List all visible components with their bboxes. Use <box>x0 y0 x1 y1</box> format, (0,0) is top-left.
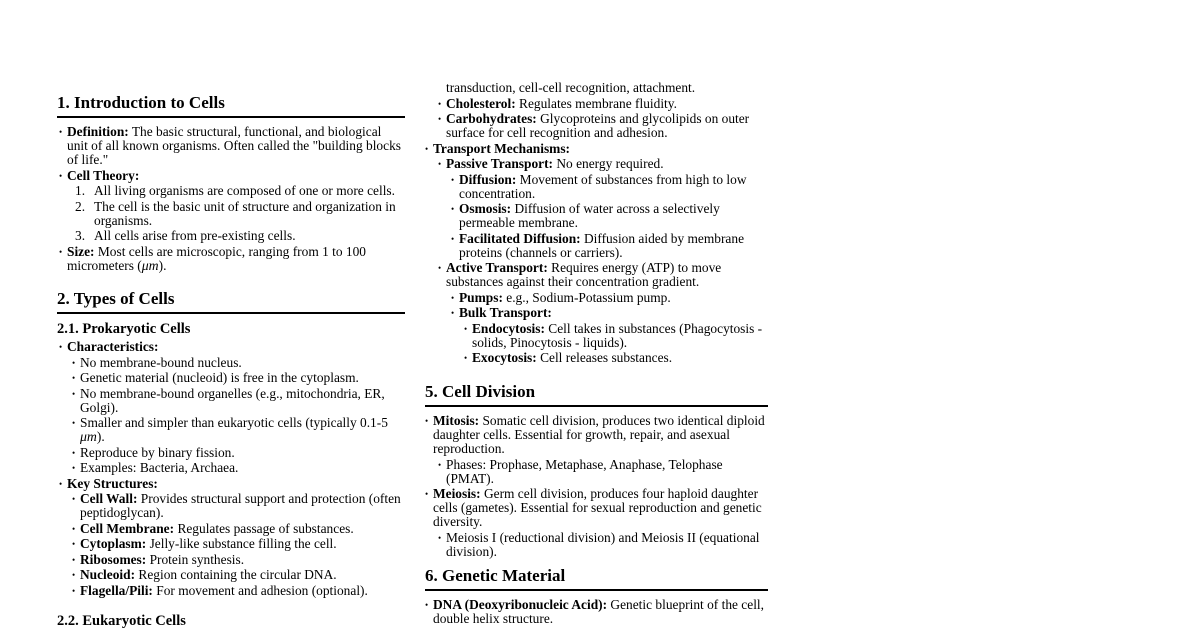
term-label: Exocytosis: <box>472 350 537 365</box>
item-text: Genetic blueprint of the cell, double helix structure. <box>433 597 764 626</box>
term-label: Active Transport: <box>446 260 548 275</box>
item-number: 2. <box>75 198 86 214</box>
bullet-marker: • <box>59 127 63 137</box>
bullet-marker: • <box>72 570 76 580</box>
list-item <box>425 413 768 486</box>
bullet-list <box>425 598 768 626</box>
term-label: Characteristics: <box>67 339 159 354</box>
item-text: ). <box>96 429 105 444</box>
item-text: Meiosis I (reductional division) and Meiosis II (equational division). <box>446 529 760 559</box>
bullet-marker: • <box>425 416 429 426</box>
item-text: Requires energy (ATP) to move substances against their concentration gradient. <box>446 260 722 289</box>
item-text: Diffusion aided by membrane proteins (channels or carriers). <box>459 230 745 260</box>
section-list <box>425 598 768 626</box>
list-item <box>72 460 405 475</box>
list-item <box>59 124 405 167</box>
item-text: No energy required. <box>556 156 664 171</box>
section-heading: 5. Cell Division <box>425 382 768 407</box>
section-types-of-cells <box>57 284 405 599</box>
subsection-heading-prokaryotic: 2.1. Prokaryotic Cells <box>57 321 191 337</box>
list-item <box>75 183 405 198</box>
list-item <box>72 536 405 551</box>
list-item <box>438 156 768 260</box>
list-item <box>425 140 768 366</box>
item-text: Germ cell division, produces four haploid daughter cells (gametes). Essential for sexual reproduction and genetic diversity. <box>433 486 762 529</box>
list-item <box>72 354 405 370</box>
item-number: 1. <box>75 183 86 198</box>
section-list <box>57 125 405 273</box>
item-text: All cells arise from pre-existing cells. <box>94 228 296 243</box>
term-label: Cell Wall: <box>80 491 138 506</box>
list-item <box>464 350 768 365</box>
item-text: Glycoproteins and glycolipids on outer surface for cell recognition and adhesion. <box>446 111 750 140</box>
term-label: Cell Membrane: <box>80 520 175 536</box>
bullet-list <box>446 291 768 366</box>
item-text: Cell takes in substances (Phagocytosis - solids, Pinocytosis - liquids). <box>472 320 763 350</box>
term-label: Cholesterol: <box>446 95 516 111</box>
membrane-components-list <box>438 97 768 141</box>
wrapped-continuation-line: transduction, cell-cell recognition, attachment. <box>446 80 696 95</box>
bullet-marker: • <box>451 292 455 303</box>
bullet-list <box>425 414 768 559</box>
list-item <box>72 370 405 385</box>
bullet-marker: • <box>72 585 76 596</box>
item-text: Phases: Prophase, Metaphase, Anaphase, Telophase (PMAT). <box>446 456 723 486</box>
bullet-marker: • <box>72 373 76 383</box>
bullet-marker: • <box>438 532 442 543</box>
term-label: Size: <box>67 243 95 259</box>
item-text: Genetic material (nucleoid) is free in the cytoplasm. <box>80 370 359 385</box>
list-item <box>75 198 405 228</box>
item-text: Provides structural support and protection (often peptidoglycan). <box>80 491 401 520</box>
bullet-marker: • <box>438 98 442 109</box>
bullet-list <box>67 356 405 476</box>
item-number: 3. <box>75 228 86 243</box>
math-symbol: μm <box>141 257 159 273</box>
item-text: Reproduce by binary fission. <box>80 444 235 460</box>
list-item <box>72 491 405 520</box>
section-list <box>57 340 405 598</box>
list-item <box>59 339 405 475</box>
bullet-list <box>57 340 405 598</box>
bullet-list <box>446 173 768 260</box>
section-heading: 6. Genetic Material <box>425 566 768 591</box>
bullet-marker: • <box>72 539 76 549</box>
bullet-marker: • <box>438 459 442 470</box>
item-text: Somatic cell division, produces two identical diploid daughter cells. Essential for growth, repair, and asexual reproduction. <box>433 413 765 456</box>
transport-mechanisms-list <box>425 142 768 366</box>
bullet-marker: • <box>425 489 429 499</box>
item-text: For movement and adhesion (optional). <box>156 582 368 598</box>
bullet-list <box>425 142 768 366</box>
item-text: Jelly-like substance filling the cell. <box>149 536 337 551</box>
list-item <box>72 415 405 444</box>
term-label: Endocytosis: <box>472 320 545 336</box>
item-text: Movement of substances from high to low concentration. <box>459 171 747 201</box>
list-item <box>451 171 768 201</box>
item-text: Regulates passage of substances. <box>177 520 354 536</box>
bullet-list <box>438 97 768 141</box>
term-label: Cell Theory: <box>67 167 140 183</box>
bullet-list <box>433 458 768 486</box>
ordered-list <box>67 184 405 243</box>
bullet-marker: • <box>425 143 429 154</box>
list-item <box>72 520 405 536</box>
item-text: No membrane-bound nucleus. <box>80 354 242 370</box>
item-text: Smaller and simpler than eukaryotic cells (typically 0.1-5 <box>80 415 388 430</box>
item-text: No membrane-bound organelles (e.g., mitochondria, ER, Golgi). <box>80 385 385 415</box>
list-item <box>72 385 405 415</box>
item-text: The cell is the basic unit of structure and organization in organisms. <box>94 198 396 228</box>
list-item <box>438 95 768 111</box>
bullet-marker: • <box>438 159 442 169</box>
term-label: Pumps: <box>459 289 503 305</box>
item-text: ). <box>158 257 167 273</box>
item-text: Examples: Bacteria, Archaea. <box>80 460 239 475</box>
subsection-heading-eukaryotic: 2.2. Eukaryotic Cells <box>57 613 186 629</box>
list-item <box>75 228 405 243</box>
bullet-list <box>57 125 405 273</box>
list-item <box>72 567 405 582</box>
math-symbol: μm <box>80 429 97 444</box>
list-item <box>438 456 768 486</box>
item-text: The basic structural, functional, and biological unit of all known organisms. Often called the "building blocks of life." <box>67 124 401 167</box>
term-label: Ribosomes: <box>80 551 147 567</box>
section-heading: 1. Introduction to Cells <box>57 93 405 118</box>
bullet-list <box>433 531 768 559</box>
bullet-marker: • <box>72 388 76 399</box>
list-item <box>438 529 768 559</box>
term-label: Key Structures: <box>67 475 158 491</box>
list-item <box>438 111 768 140</box>
bullet-marker: • <box>59 170 63 181</box>
term-label: Flagella/Pili: <box>80 582 153 598</box>
bullet-list <box>67 492 405 598</box>
list-item <box>451 201 768 230</box>
item-text: Cell releases substances. <box>540 350 673 365</box>
list-item <box>425 486 768 559</box>
bullet-list <box>459 322 768 366</box>
term-label: Mitosis: <box>433 413 480 428</box>
term-label: Cytoplasm: <box>80 536 147 551</box>
section-membrane-continuation <box>425 76 768 367</box>
section-cell-division <box>425 377 768 560</box>
bullet-marker: • <box>464 323 468 334</box>
bullet-marker: • <box>72 463 76 473</box>
term-label: Bulk Transport: <box>459 305 552 320</box>
list-item <box>72 551 405 567</box>
bullet-list <box>433 157 768 365</box>
bullet-marker: • <box>451 233 455 244</box>
term-label: Transport Mechanisms: <box>433 140 570 156</box>
list-item <box>59 243 405 273</box>
item-text: e.g., Sodium-Potassium pump. <box>506 289 671 305</box>
item-text: Diffusion of water across a selectively permeable membrane. <box>459 201 720 230</box>
term-label: Facilitated Diffusion: <box>459 230 581 246</box>
section-introduction-to-cells <box>57 88 405 274</box>
bullet-marker: • <box>72 447 76 458</box>
item-text: Region containing the circular DNA. <box>138 567 337 582</box>
term-label: Diffusion: <box>459 171 517 187</box>
term-label: Passive Transport: <box>446 156 553 171</box>
bullet-marker: • <box>72 554 76 565</box>
bullet-marker: • <box>438 263 442 273</box>
list-item <box>438 260 768 365</box>
bullet-marker: • <box>451 204 455 214</box>
term-label: Carbohydrates: <box>446 111 537 126</box>
list-item <box>451 305 768 365</box>
bullet-marker: • <box>425 600 429 610</box>
bullet-marker: • <box>451 174 455 185</box>
item-text: Regulates membrane fluidity. <box>519 95 677 111</box>
section-genetic-material <box>425 561 768 628</box>
bullet-marker: • <box>59 478 63 489</box>
bullet-marker: • <box>464 353 468 363</box>
bullet-marker: • <box>72 418 76 428</box>
bullet-marker: • <box>59 246 63 257</box>
term-label: Osmosis: <box>459 201 512 216</box>
list-item <box>451 230 768 260</box>
bullet-marker: • <box>72 494 76 504</box>
item-text: Most cells are microscopic, ranging from 1 to 100 micrometers ( <box>67 243 366 273</box>
item-text: Protein synthesis. <box>149 551 245 567</box>
section-list <box>425 414 768 559</box>
term-label: Nucleoid: <box>80 567 136 582</box>
item-text: All living organisms are composed of one or more cells. <box>94 183 395 198</box>
term-label: Meiosis: <box>433 486 481 501</box>
list-item <box>451 289 768 305</box>
list-item <box>59 475 405 598</box>
list-item <box>59 167 405 244</box>
list-item <box>464 320 768 350</box>
subsection-eukaryotic-cells <box>57 608 405 632</box>
term-label: DNA (Deoxyribonucleic Acid): <box>433 597 608 612</box>
section-heading: 2. Types of Cells <box>57 289 405 314</box>
list-item <box>425 597 768 626</box>
list-item <box>72 444 405 460</box>
bullet-marker: • <box>438 114 442 124</box>
bullet-marker: • <box>59 342 63 352</box>
list-item <box>72 582 405 598</box>
bullet-marker: • <box>451 308 455 318</box>
bullet-marker: • <box>72 357 76 368</box>
term-label: Definition: <box>67 124 129 139</box>
bullet-marker: • <box>72 523 76 534</box>
